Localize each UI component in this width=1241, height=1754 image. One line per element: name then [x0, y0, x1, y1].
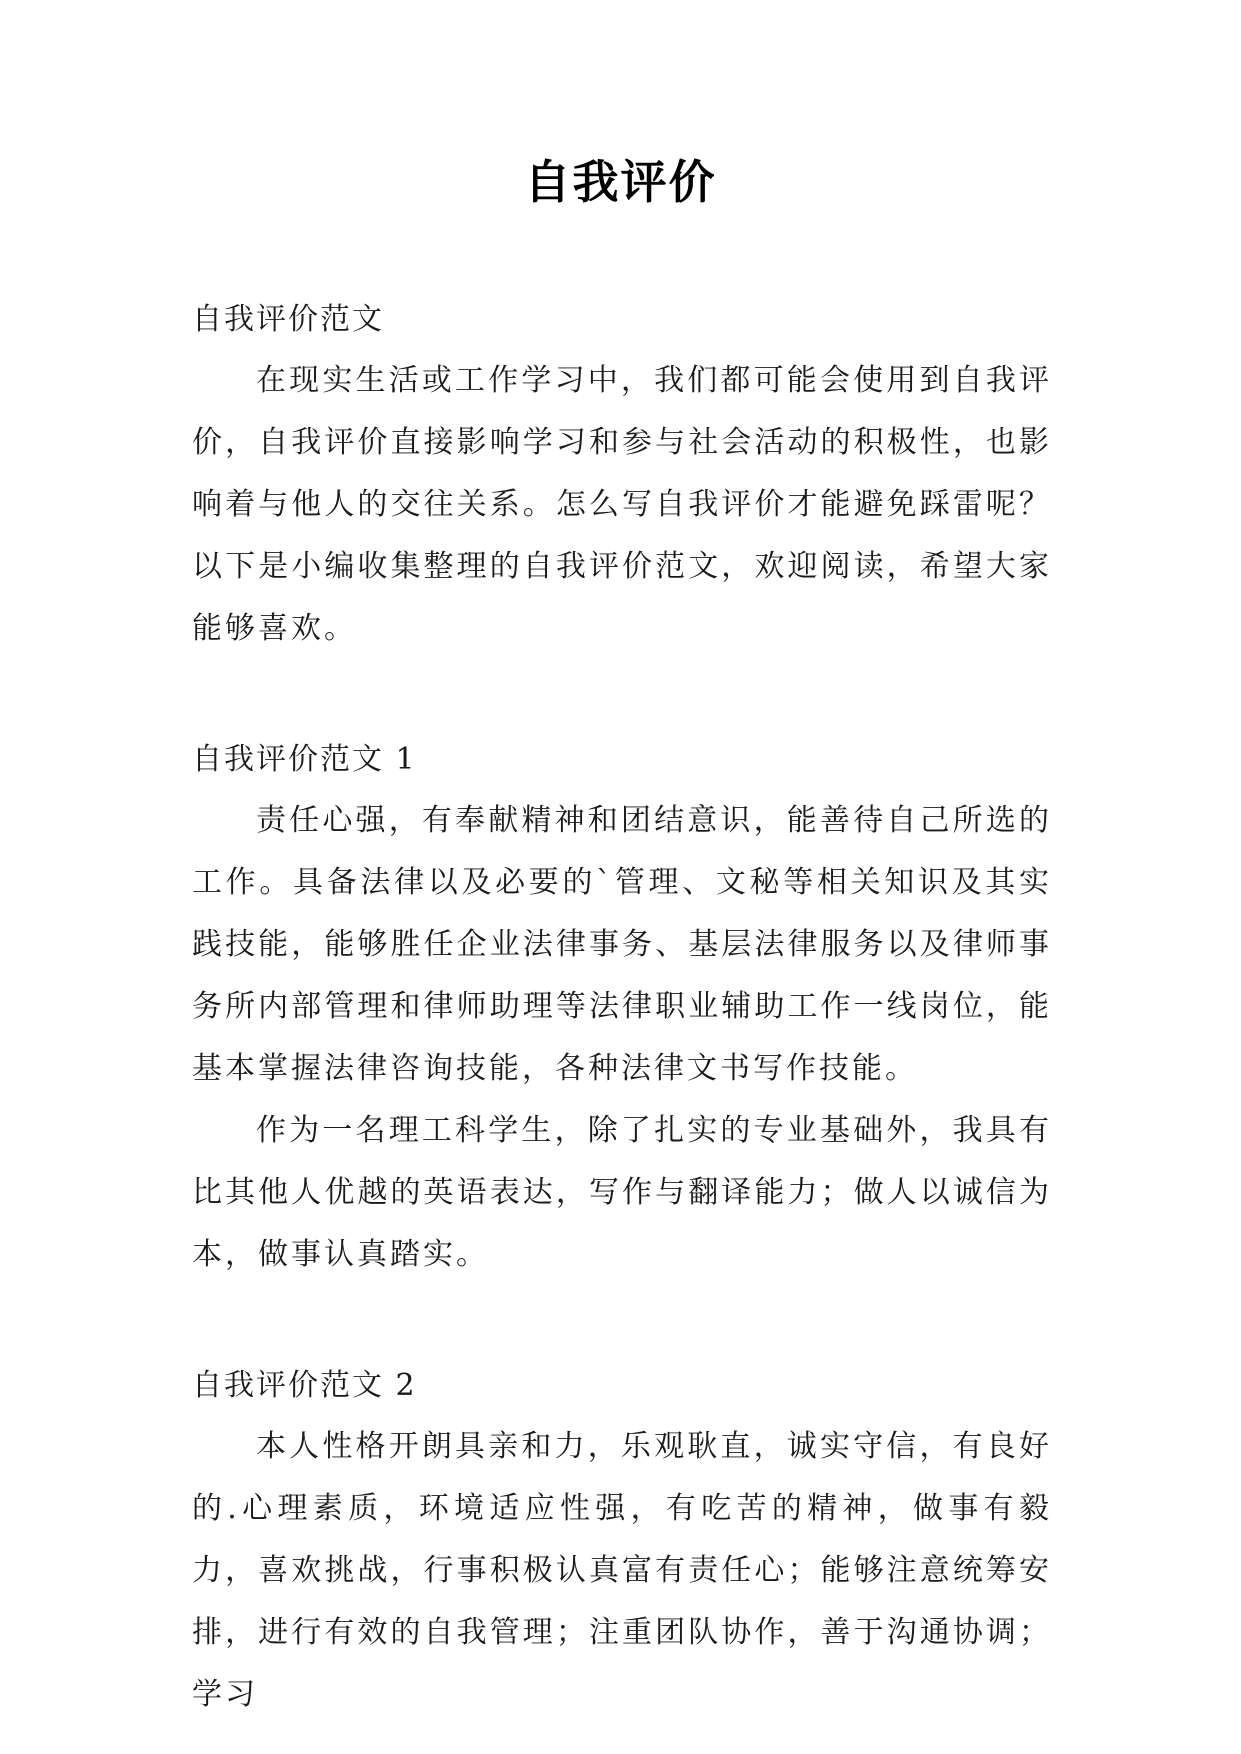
intro-paragraph: 在现实生活或工作学习中，我们都可能会使用到自我评价，自我评价直接影响学习和参与社会活动的积极性，也影响着与他人的交往关系。怎么写自我评价才能避免踩雷呢？以下是小编收集整理的自我评价范文，欢迎阅读，希望大家能够喜欢。	[192, 363, 1052, 646]
sample-1-paragraph-2: 作为一名理工科学生，除了扎实的专业基础外，我具有比其他人优越的英语表达，写作与翻译能力；做人以诚信为本，做事认真踏实。	[192, 1113, 1052, 1272]
sample-2-paragraph-1: 本人性格开朗具亲和力，乐观耿直，诚实守信，有良好的.心理素质，环境适应性强，有吃苦的精神，做事有毅力，喜欢挑战，行事积极认真富有责任心；能够注意统筹安排，进行有效的自我管理；注重团队协作，善于沟通协调；学习	[192, 1429, 1052, 1712]
document-body	[192, 290, 1052, 1726]
section-heading-sample-2: 自我评价范文 2	[192, 1368, 417, 1403]
sample-1-paragraph-1: 责任心强，有奉献精神和团结意识，能善待自己所选的工作。具备法律以及必要的`管理、文秘等相关知识及其实践技能，能够胜任企业法律事务、基层法律服务以及律师事务所内部管理和律师助理等法律职业辅助工作一线岗位，能基本掌握法律咨询技能，各种法律文书写作技能。	[192, 803, 1052, 1086]
section-spacer	[192, 1286, 1052, 1356]
section-heading-intro: 自我评价范文	[192, 302, 384, 337]
section-heading-sample-1: 自我评价范文 1	[192, 742, 417, 777]
document-title: 自我评价	[524, 155, 717, 209]
section-spacer	[192, 660, 1052, 730]
